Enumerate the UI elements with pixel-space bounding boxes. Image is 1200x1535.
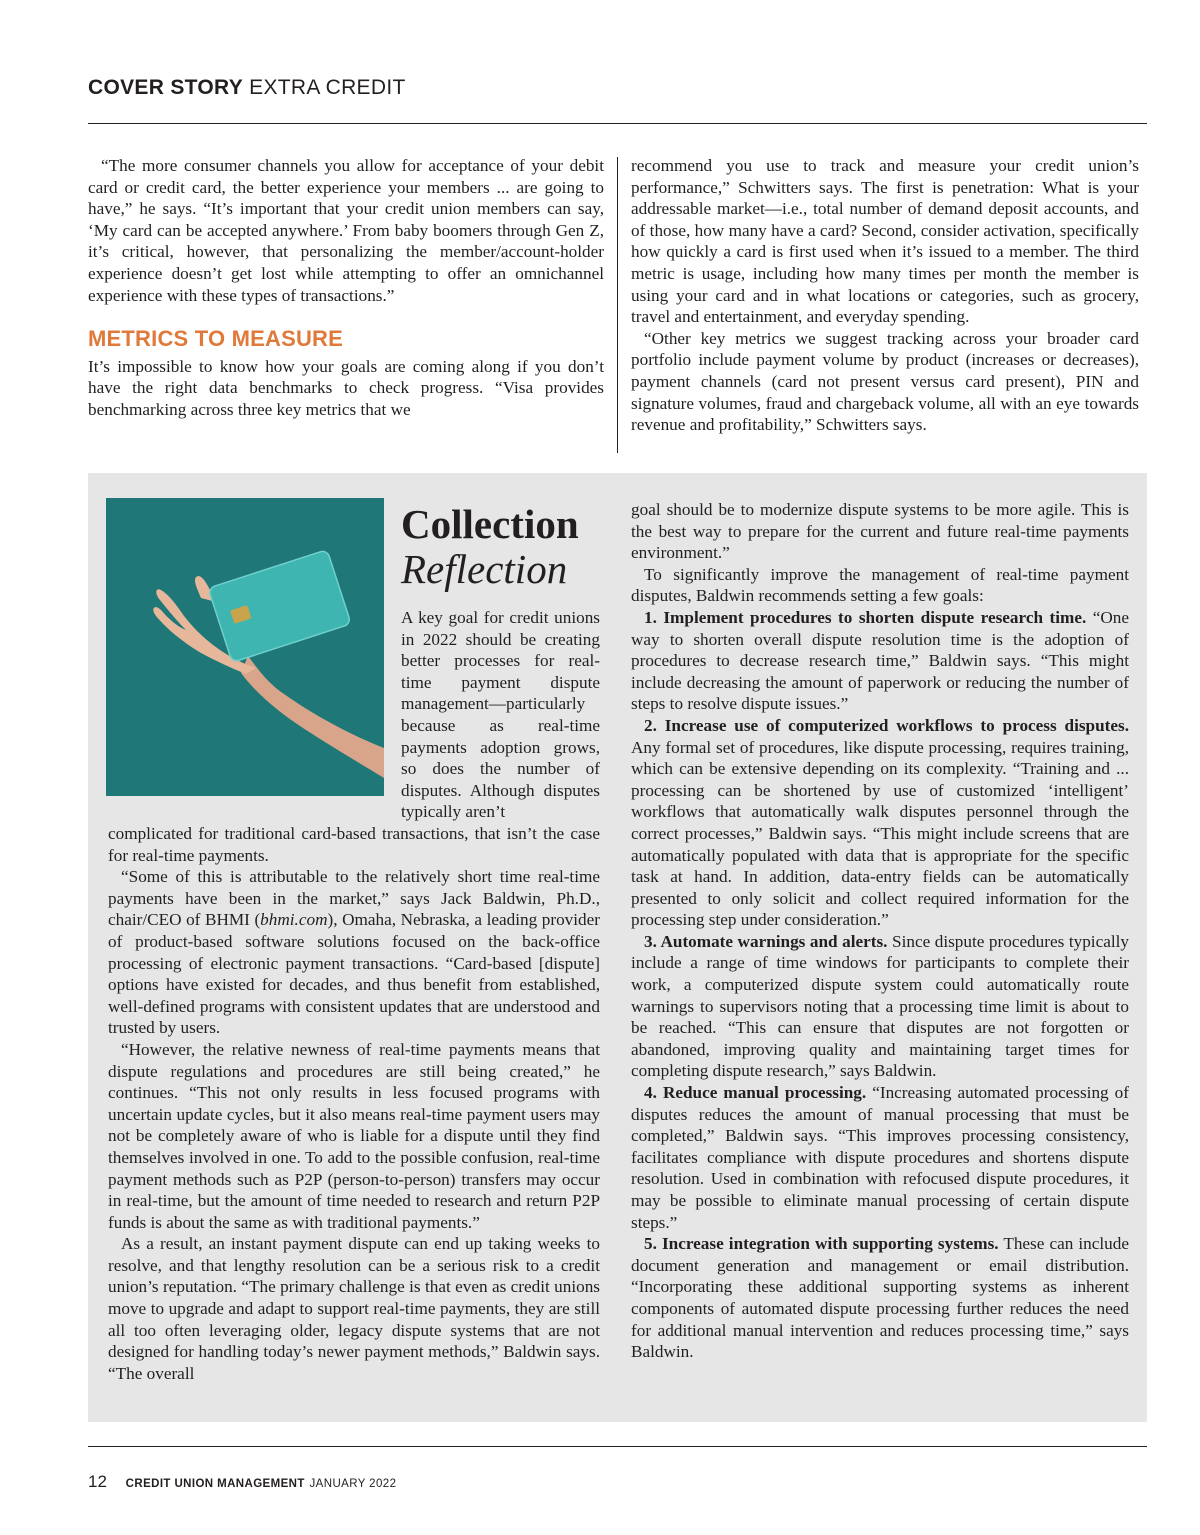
goal-text: These can include document generation and management or email distribution. “Incorporating these additional supporting systems as inherent components of automated dispute processing further reduces the need for additional manual intervention and reduces processing time,” says Baldwin.	[631, 1234, 1129, 1362]
paragraph: recommend you use to track and measure your credit union’s performance,” Schwitters says. The first is penetration: What is your addressable market—i.e., total number of demand deposit accounts, and of those, how many have a card? Second, consider activation, specifically how quickly a card is first used when it’s issued to a member. The third metric is usage, including how many times per month the member is using your card and in what locations or categories, such as grocery, travel and entertainment, and everyday spending.	[631, 156, 1139, 327]
issue-date: JANUARY 2022	[309, 1478, 397, 1490]
hand-holding-card-image	[106, 498, 384, 796]
page-number: 12	[88, 1472, 107, 1491]
goal-item	[631, 931, 1129, 1082]
goal-item	[631, 1233, 1129, 1363]
goal-heading: 3. Automate warnings and alerts.	[644, 931, 888, 951]
story-title: EXTRA CREDIT	[249, 76, 406, 99]
paragraph: “Other key metrics we suggest tracking across your broader card portfolio include payment volume by product (increases or decreases), payment channels (card not present versus card present), PIN and signature volumes, fraud and chargeback volume, all with an eye towards revenue and profitability,” Schwitters says.	[631, 328, 1139, 435]
paragraph: A key goal for credit unions in 2022 should be creating better processes for real-time payment dispute management—particularly because as real-time payments adoption grows, so does the number of disputes. Although disputes typically aren’t	[401, 608, 600, 822]
page-header	[88, 76, 406, 100]
sidebar-intro-narrow	[401, 607, 600, 823]
paragraph: “However, the relative newness of real-time payments means that dispute regulations and procedures are still being created,” he continues. “This not only results in less focused programs with uncertain update cycles, but it also means real-time payment users may not be completely aware of who is liable for a dispute until they find themselves involved in one. To add to the possible confusion, real-time payment methods such as P2P (person-to-person) transfers may occur in real-time, but the amount of time needed to research and return P2P funds is about the same as with traditional payments.”	[108, 1039, 600, 1232]
paragraph: As a result, an instant payment dispute can end up taking weeks to resolve, and that lengthy resolution can be a serious risk to a credit union’s reputation. “The primary challenge is that even as credit unions move to upgrade and adapt to support real-time payments, they are still all too often leveraging older, legacy dispute systems that are not designed for handling today’s newer payment methods,” Baldwin says. “The overall	[108, 1234, 600, 1383]
text: “Some of this is attributable to the relatively short time real-time payments have been in the market,” says Jack Baldwin, Ph.D., chair/CEO of BHMI (	[108, 867, 600, 930]
bhmi-link[interactable]: bhmi.com	[260, 910, 328, 930]
page-footer	[88, 1472, 396, 1492]
left-column	[88, 155, 604, 421]
goal-text: Any formal set of procedures, like dispute processing, requires training, which can be extensive depending on its complexity. “Training and ... processing can be shortened by use of customized ‘intelligent’ workflows that automatically walk disputes personnel through the correct processes,” Baldwin says. “This might include screens that are automatically populated with data that is appropriate for the specific task at hand. In addition, data-entry fields can be automatically presented to only solicit and collect required information for the processing step under consideration.”	[631, 737, 1129, 930]
paragraph: goal should be to modernize dispute systems to be more agile. This is the best way to prepare for the current and future real-time payments environment.”	[631, 500, 1129, 563]
goal-heading: 2. Increase use of computerized workflows to process disputes.	[644, 715, 1129, 735]
goal-heading: 5. Increase integration with supporting systems.	[644, 1234, 999, 1254]
hand-card-illustration	[106, 498, 384, 796]
sidebar-left-column	[108, 823, 600, 1384]
paragraph	[108, 866, 600, 1039]
sidebar-title: Collection	[401, 501, 579, 547]
goal-text: “Increasing automated processing of disputes reduces the amount of manual processing that must be completed,” Baldwin says. “This improves processing consistency, facilitates compliance with dispute procedures and shortens dispute resolution. Used in combination with refocused dispute procedures, it may be possible to eliminate manual processing of certain dispute steps.”	[631, 1083, 1129, 1232]
goal-item	[631, 715, 1129, 931]
goal-text: Since dispute procedures typically include a range of time windows for participants to complete their work, a computerized dispute system could automatically route warnings to supervisors noting that a processing time limit is about to be reached. “This can ensure that disputes are not forgotten or abandoned, improving quality and maintaining target times for completing dispute research,” says Baldwin.	[631, 931, 1129, 1081]
text: ), Omaha, Nebraska, a leading provider of product-based software solutions focused on the back-office processing of electronic payment transactions. “Card-based [dispute] options have existed for decades, and thus benefit from established, well-defined programs with consistent updates that are understood and trusted by users.	[108, 910, 600, 1038]
goal-heading: 1. Implement procedures to shorten dispute research time.	[644, 607, 1087, 627]
footer-rule	[88, 1446, 1147, 1447]
sidebar-title-italic: Reflection	[401, 546, 568, 592]
paragraph: complicated for traditional card-based transactions, that isn’t the case for real-time payments.	[108, 824, 600, 865]
goal-heading: 4. Reduce manual processing.	[644, 1083, 867, 1103]
goal-item	[631, 1082, 1129, 1233]
paragraph: “The more consumer channels you allow for acceptance of your debit card or credit card, the better experience your members ... are going to have,” he says. “It’s important that your credit union members can say, ‘My card can be accepted anywhere.’ From baby boomers through Gen Z, it’s critical, however, that personalizing the member/account-holder experience doesn’t get lost while attempting to offer an omnichannel experience with these types of transactions.”	[88, 156, 604, 305]
section-subhead: METRICS TO MEASURE	[88, 326, 343, 352]
column-divider	[617, 157, 618, 453]
sidebar-right-column	[631, 499, 1129, 1363]
goal-text: “One way to shorten overall dispute resolution time is the adoption of procedures to decrease research time,” Baldwin says. “This might include decreasing the amount of paperwork or reducing the number of steps to resolve dispute issues.”	[631, 607, 1129, 714]
section-label: COVER STORY	[88, 76, 243, 99]
publication-name: CREDIT UNION MANAGEMENT	[125, 1478, 305, 1490]
header-rule	[88, 123, 1147, 124]
goal-item	[631, 607, 1129, 715]
paragraph: To significantly improve the management of real-time payment disputes, Baldwin recommends setting a few goals:	[631, 564, 1129, 606]
right-column	[631, 155, 1139, 436]
paragraph: It’s impossible to know how your goals are coming along if you don’t have the right data benchmarks to check progress. “Visa provides benchmarking across three key metrics that we	[88, 356, 604, 419]
